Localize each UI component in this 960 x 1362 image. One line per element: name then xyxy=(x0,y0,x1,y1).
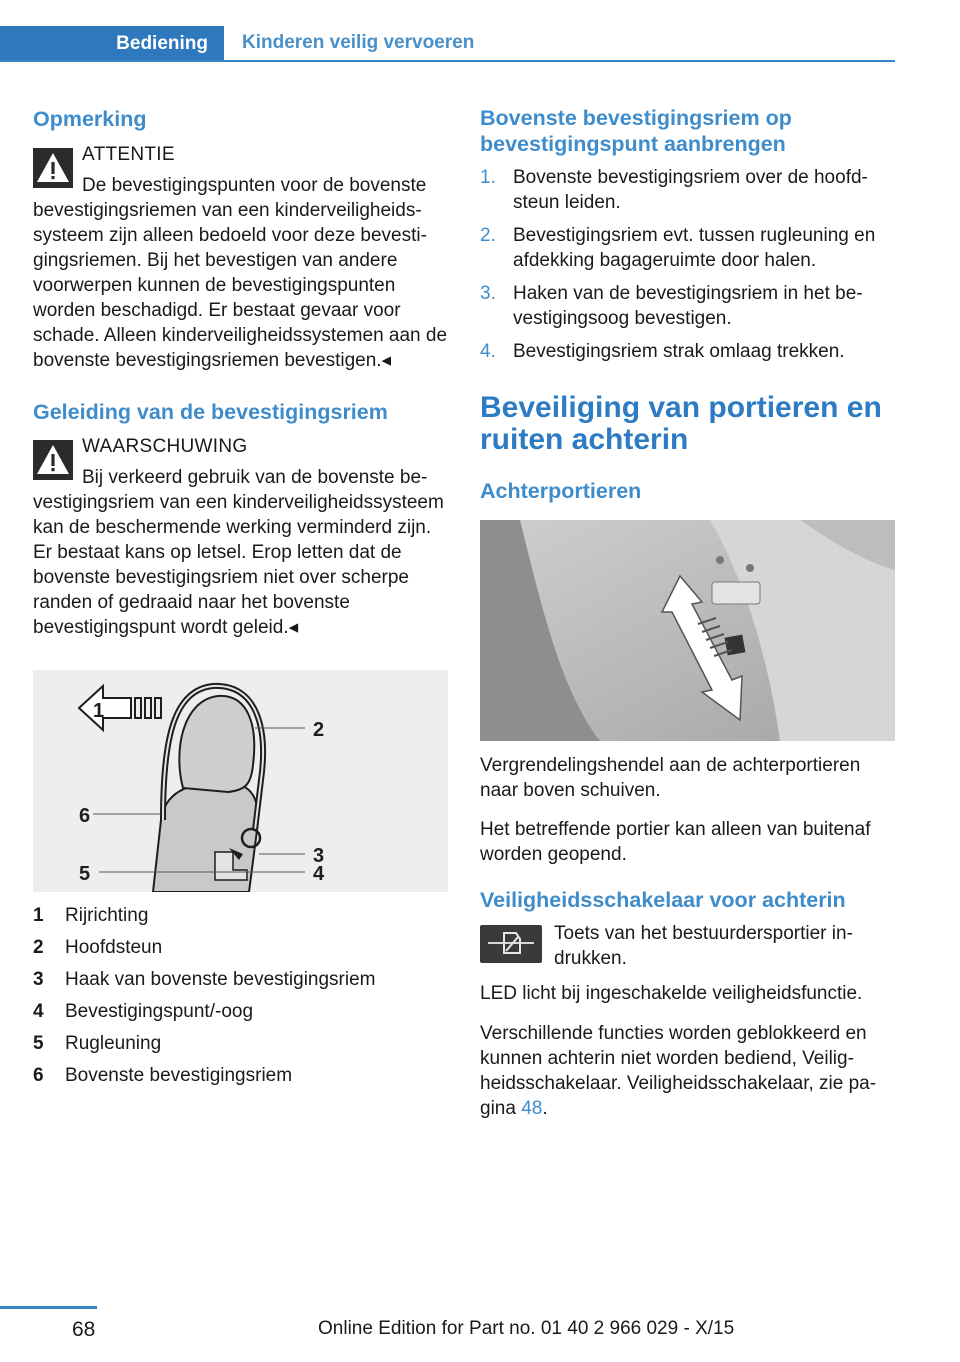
left-column xyxy=(33,104,449,1092)
schakelaar-p1: LED licht bij ingeschakelde veiligheidsfunctie. xyxy=(480,983,863,1004)
legend-item: 1 Rijrichting xyxy=(33,905,149,926)
schakelaar-heading: Veiligheidsschakelaar voor achterin xyxy=(480,888,846,912)
opmerking-heading: Opmerking xyxy=(33,107,147,131)
step-item: 1. Bovenste bevestigingsriem over de hoofdsteun leiden. xyxy=(480,167,868,213)
achterportieren-heading: Achterportieren xyxy=(480,479,642,503)
tab-kinderen-veilig-vervoeren[interactable]: Kinderen veilig vervoeren xyxy=(242,32,475,53)
tether-strap-figure xyxy=(33,670,448,892)
warning-triangle-icon xyxy=(33,148,73,188)
aanbrengen-heading: Bovenste bevestigingsriem op bevestigingspunt aanbrengen xyxy=(480,106,792,156)
footer-rule xyxy=(0,1306,97,1309)
key-block xyxy=(480,921,895,971)
geleiding-heading: Geleiding van de bevestigingsriem xyxy=(33,400,388,424)
header-rule xyxy=(0,60,895,62)
attentie-text: De bevestigingspunten voor de bovenste bevestigingsriemen van een kinderveiligheidssysteem zijn alleen bedoeld voor deze bevestigingsriemen. Bij het bevestigen van andere voorwerpen kunnen de bevestigingspunten worden beschadigd. Er bestaat gevaar voor schade. Alleen kinderveiligheidssystemen aan de bovenste bevestigingsriemen bevestigen.◂ xyxy=(33,175,448,371)
callout-2: 2 xyxy=(313,719,325,741)
callout-3: 3 xyxy=(313,845,325,867)
achterportieren-p1: Vergrendelingshendel aan de achterportieren naar boven schuiven. xyxy=(480,755,861,801)
callout-5: 5 xyxy=(79,863,91,885)
edition-text: Online Edition for Part no. 01 40 2 966 029 - X/15 xyxy=(318,1318,735,1339)
key-text: Toets van het bestuurdersportier indrukken. xyxy=(554,923,853,969)
attentie-label: ATTENTIE xyxy=(82,144,175,165)
attentie-block xyxy=(33,142,449,373)
window-lock-key-icon xyxy=(480,925,542,963)
schakelaar-p2: Verschillende functies worden geblokkeerd en kunnen achterin niet worden bediend, Veiligheidsschakelaar. Veiligheidsschakelaar, zie pagina 48. xyxy=(480,1023,877,1119)
door-lock-illustration xyxy=(480,520,895,741)
tab-bediening[interactable]: Bediening xyxy=(0,26,224,62)
tether-strap-illustration xyxy=(33,670,448,892)
step-item: 4. Bevestigingsriem strak omlaag trekken. xyxy=(480,341,845,362)
legend-item: 6 Bovenste bevestigingsriem xyxy=(33,1065,293,1086)
legend-item: 4 Bevestigingspunt/-oog xyxy=(33,1001,254,1022)
figure-legend xyxy=(33,900,449,1092)
callout-4: 4 xyxy=(313,863,325,885)
page-48-link[interactable]: 48 xyxy=(521,1098,543,1119)
legend-item: 5 Rugleuning xyxy=(33,1033,162,1054)
door-lock-figure xyxy=(480,520,895,741)
legend-item: 2 Hoofdsteun xyxy=(33,937,163,958)
step-item: 2. Bevestigingsriem evt. tussen rugleuning en afdekking bagageruimte door halen. xyxy=(480,225,876,271)
waarschuwing-block xyxy=(33,434,449,640)
page-header xyxy=(0,26,895,62)
waarschuwing-label: WAARSCHUWING xyxy=(82,436,248,457)
achterportieren-p2: Het betreffende portier kan alleen van buitenaf worden geopend. xyxy=(480,819,871,865)
beveiliging-heading: Beveiliging van portieren en ruiten achterin xyxy=(480,391,882,456)
right-column xyxy=(480,104,895,1121)
waarschuwing-text: Bij verkeerd gebruik van de bovenste bevestigingsriem van een kinderveiligheidssysteem kan de beschermende werking verminderd zijn. Er bestaat kans op letsel. Erop letten dat de bovenste bevestigingsriem niet over scherpe randen of gedraaid naar het bovenste bevestigingspunt wordt geleid.◂ xyxy=(33,467,444,638)
callout-1: 1 xyxy=(93,700,105,722)
warning-triangle-icon xyxy=(33,440,73,480)
callout-6: 6 xyxy=(79,805,91,827)
step-item: 3. Haken van de bevestigingsriem in het bevestigingsoog bevestigen. xyxy=(480,283,863,329)
aanbrengen-steps xyxy=(480,165,895,364)
page-number: 68 xyxy=(72,1318,96,1341)
legend-item: 3 Haak van bovenste bevestigingsriem xyxy=(33,969,376,990)
